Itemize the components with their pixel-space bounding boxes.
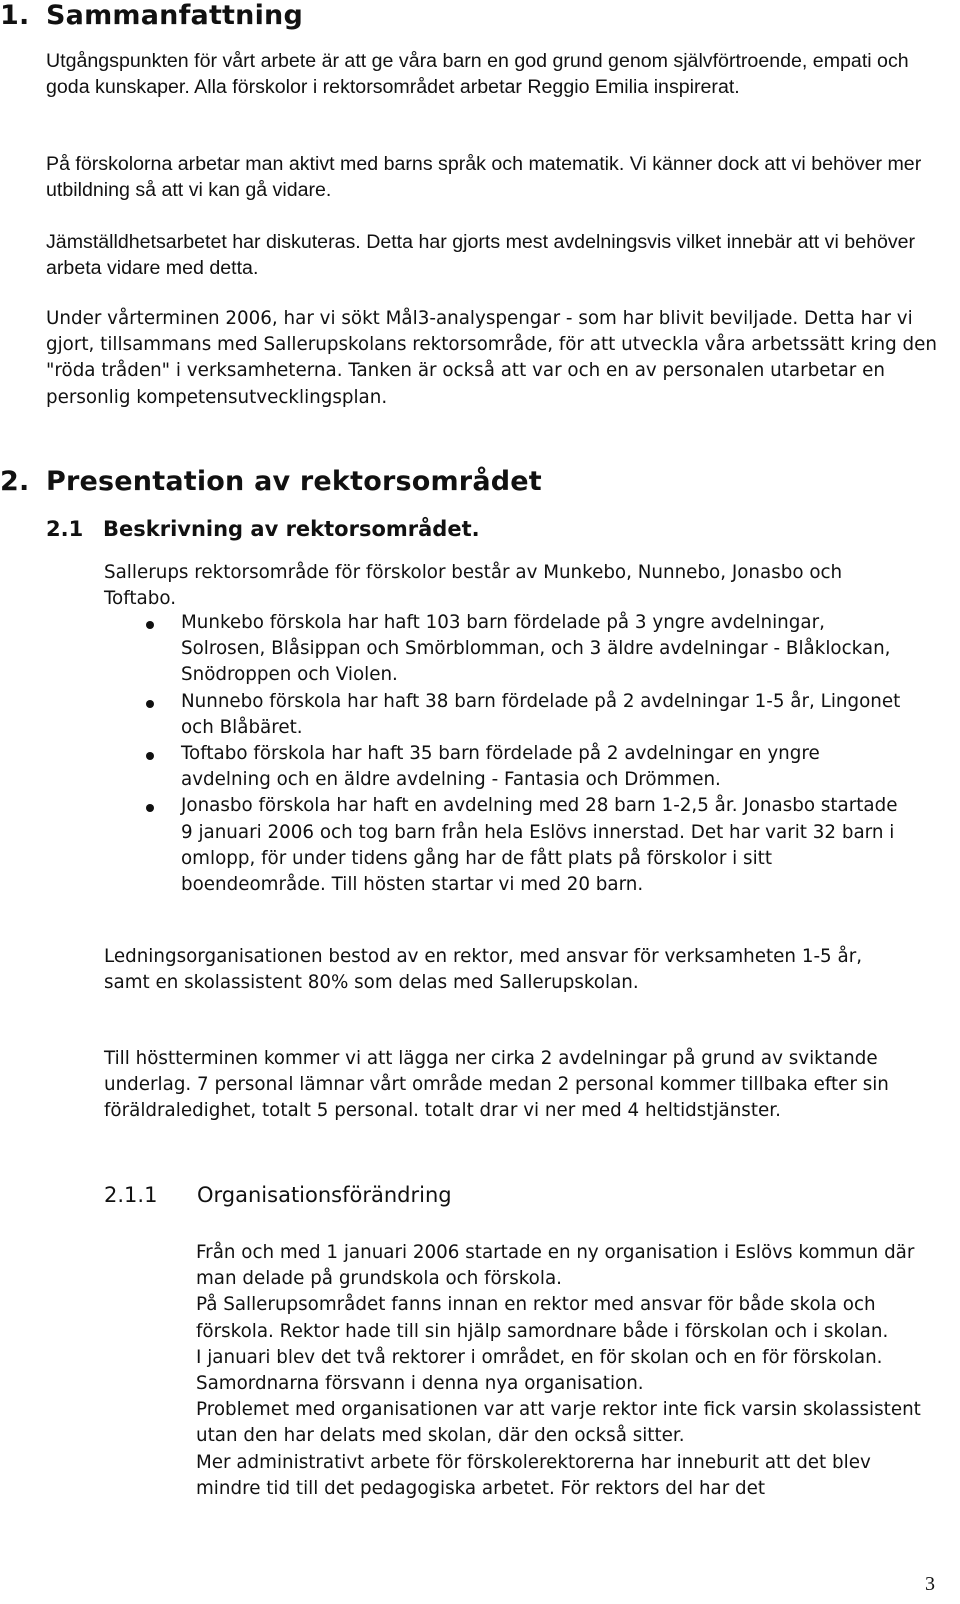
preschool-list [104, 610, 904, 898]
org-line: I januari blev det två rektorer i området, en för skolan och en för förskolan. Samordnarna försvann i denna nya organisation. [196, 1346, 883, 1395]
section-title: Organisationsförändring [197, 1183, 452, 1207]
section-1-heading [0, 0, 303, 32]
section-number: 2.1 [46, 517, 84, 541]
leadership-paragraph: Ledningsorganisationen bestod av en rektor, med ansvar för verksamheten 1-5 år, samt en skolassistent 80% som delas med Sallerupskolan. [104, 946, 863, 994]
section-title: Beskrivning av rektorsområdet. [103, 517, 480, 541]
summary-paragraph-4: Under vårterminen 2006, har vi sökt Mål3-analyspengar - som har blivit beviljade. Detta har vi gjort, tillsammans med Sallerupskolans rektorsområde, för att utveckla våra arbetssätt kring den "röda tråden" i verksamheterna. Tanken är också att var och en av personalen utarbetar en personlig kompetensutvecklingsplan. [46, 308, 937, 408]
bullet-icon [146, 752, 154, 760]
summary-paragraph-3: Jämställdhetsarbetet har diskuteras. Detta har gjorts mest avdelningsvis vilket innebär att vi behöver arbeta vidare med detta. [46, 231, 916, 280]
section-title: Sammanfattning [46, 0, 303, 31]
list-item: Jonasbo förskola har haft en avdelning med 28 barn 1-2,5 år. Jonasbo startade 9 januari 2006 och tog barn från hela Eslövs innerstad. Det har varit 32 barn i omlopp, för under tidens gång har de fått plats på förskolor i sitt boendeområde. Till hösten startar vi med 20 barn. [104, 793, 904, 898]
section-2-heading [0, 466, 542, 498]
section-number: 1. [0, 0, 30, 31]
autumn-paragraph: Till höstterminen kommer vi att lägga ner cirka 2 avdelningar på grund av sviktande underlag. 7 personal lämnar vårt område medan 2 personal kommer tillbaka efter sin föräldraledighet, totalt 5 personal. totalt drar vi ner med 4 heltidstjänster. [104, 1048, 889, 1122]
section-2-1-heading [46, 516, 480, 542]
page-number: 3 [925, 1573, 935, 1595]
area-intro: Sallerups rektorsområde för förskolor består av Munkebo, Nunnebo, Jonasbo och Toftabo. [104, 562, 843, 610]
section-number: 2.1.1 [104, 1183, 158, 1207]
summary-paragraph-1: Utgångspunkten för vårt arbete är att ge våra barn en god grund genom självförtroende, empati och goda kunskaper. Alla förskolor i rektorsområdet arbetar Reggio Emilia inspirerat. [46, 50, 909, 99]
list-item: Toftabo förskola har haft 35 barn fördelade på 2 avdelningar en yngre avdelning och en äldre avdelning - Fantasia och Drömmen. [104, 741, 904, 793]
list-item: Munkebo förskola har haft 103 barn fördelade på 3 yngre avdelningar, Solrosen, Blåsippan och Smörblomman, och 3 äldre avdelningar - Blåklockan, Snödroppen och Violen. [104, 610, 904, 689]
section-title: Presentation av rektorsområdet [46, 466, 542, 497]
org-line: Mer administrativt arbete för förskolerektorerna har inneburit att det blev mindre tid till det pedagogiska arbetet. För rektors del har det [196, 1451, 871, 1499]
organization-change-text [196, 1240, 941, 1502]
list-item: Nunnebo förskola har haft 38 barn fördelade på 2 avdelningar 1-5 år, Lingonet och Blåbäret. [104, 689, 904, 741]
org-line: På Sallerupsområdet fanns innan en rektor med ansvar för både skola och förskola. Rektor hade till sin hjälp samordnare både i förskolan och i skolan. [196, 1294, 889, 1342]
org-line: Problemet med organisationen var att varje rektor inte fick varsin skolassistent utan den har delats med skolan, där den också sitter. [196, 1399, 921, 1447]
bullet-icon [146, 804, 154, 812]
bullet-icon [146, 621, 154, 629]
section-2-1-1-heading [104, 1182, 452, 1208]
bullet-icon [146, 700, 154, 708]
summary-paragraph-2: På förskolorna arbetar man aktivt med barns språk och matematik. Vi känner dock att vi behöver mer utbildning så att vi kan gå vidare. [46, 153, 922, 202]
org-line: Från och med 1 januari 2006 startade en ny organisation i Eslövs kommun där man delade på grundskola och förskola. [196, 1242, 915, 1290]
section-number: 2. [0, 466, 30, 497]
